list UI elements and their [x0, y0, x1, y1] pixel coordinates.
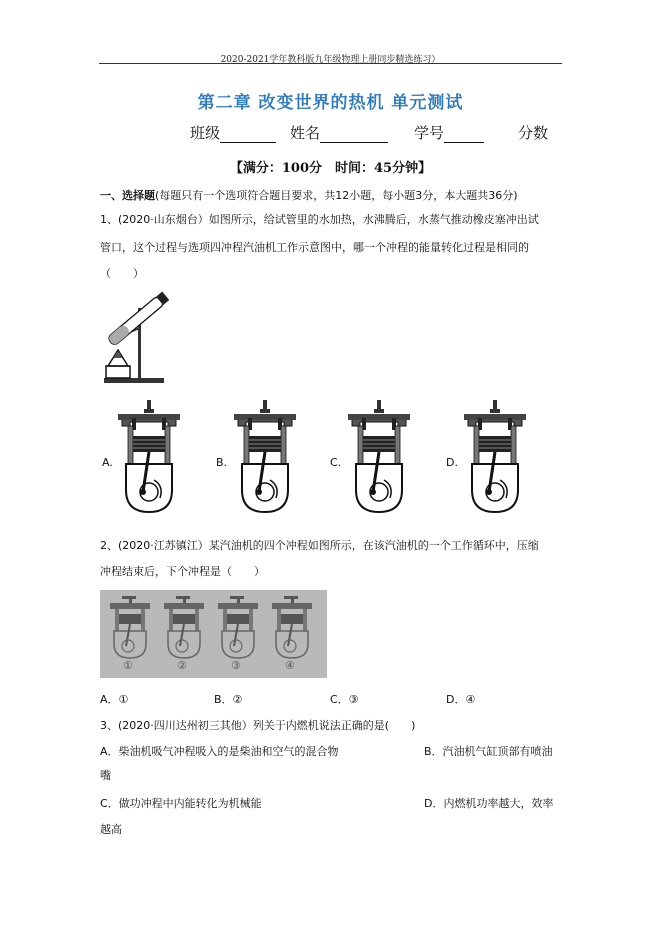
- stroke-4-label: ④: [285, 659, 295, 672]
- q3-option-a[interactable]: A．柴油机吸气冲程吸入的是柴油和空气的混合物: [100, 745, 339, 758]
- stroke-4-icon: [268, 594, 318, 660]
- four-strokes-photo: [100, 590, 327, 678]
- stroke-2-icon: [160, 594, 210, 660]
- q2-line1: 2、(2020·江苏镇江）某汽油机的四个冲程如图所示，在该汽油机的一个工作循环中，压缩: [100, 539, 539, 552]
- class-blank[interactable]: [220, 128, 276, 143]
- engine-c-icon: [346, 400, 416, 516]
- test-tube-apparatus-image: [100, 288, 172, 388]
- q2-option-c[interactable]: C．③: [330, 693, 359, 706]
- id-field: [414, 122, 484, 143]
- class-field: [190, 122, 276, 143]
- q1-option-c[interactable]: C.: [330, 456, 342, 469]
- stroke-3-label: ③: [231, 659, 241, 672]
- score-label: 分数: [518, 124, 549, 142]
- q3-option-b-cont: 嘴: [100, 769, 111, 782]
- q1-option-b[interactable]: B.: [216, 456, 228, 469]
- section1-title: 一、选择题: [100, 189, 155, 202]
- q2-option-b[interactable]: B．②: [214, 693, 243, 706]
- stroke-3-icon: [214, 594, 264, 660]
- engine-b-icon: [232, 400, 302, 516]
- name-field: [290, 122, 388, 143]
- score-field: [518, 122, 548, 143]
- name-label: 姓名: [290, 124, 321, 142]
- q1-option-a[interactable]: A.: [102, 456, 113, 469]
- q3-option-d[interactable]: D．内燃机功率越大，效率: [424, 797, 554, 810]
- q3-option-c[interactable]: C．做功冲程中内能转化为机械能: [100, 797, 262, 810]
- id-label: 学号: [414, 124, 445, 142]
- q3-option-d-cont: 越高: [100, 823, 122, 836]
- q2-line2: 冲程结束后，下个冲程是（ ）: [100, 565, 265, 578]
- page-title: 第二章 改变世界的热机 单元测试: [197, 93, 464, 113]
- engine-a-icon: [116, 400, 186, 516]
- q1-line1: 1、(2020·山东烟台）如图所示，给试管里的水加热，水沸腾后，水蒸气推动橡皮塞冲出试: [100, 213, 539, 226]
- section1-note: (每题只有一个选项符合题目要求，共12小题，每小题3分，本大题共36分): [155, 189, 518, 202]
- page-header: 2020-2021学年教科版九年级物理上册同步精选练习）: [220, 55, 441, 65]
- score-time-line: 【满分：100分 时间：45分钟】: [229, 161, 432, 176]
- q3-option-b[interactable]: B．汽油机气缸顶部有喷油: [424, 745, 553, 758]
- id-blank[interactable]: [444, 128, 484, 143]
- q1-line3: （ ）: [100, 267, 144, 280]
- q2-option-d[interactable]: D．④: [446, 693, 476, 706]
- section1-heading: [100, 186, 570, 206]
- engine-d-icon: [462, 400, 532, 516]
- q1-option-d[interactable]: D.: [446, 456, 458, 469]
- q1-line2: 管口，这个过程与选项四冲程汽油机工作示意图中，哪一个冲程的能量转化过程是相同的: [100, 241, 529, 254]
- stroke-1-label: ①: [123, 659, 133, 672]
- header-rule: [99, 63, 562, 64]
- q2-option-a[interactable]: A．①: [100, 693, 129, 706]
- stroke-1-icon: [106, 594, 156, 660]
- stroke-2-label: ②: [177, 659, 187, 672]
- name-blank[interactable]: [320, 128, 388, 143]
- q3-line1: 3、(2020·四川达州初三其他）列关于内燃机说法正确的是( ): [100, 719, 416, 732]
- class-label: 班级: [190, 124, 221, 142]
